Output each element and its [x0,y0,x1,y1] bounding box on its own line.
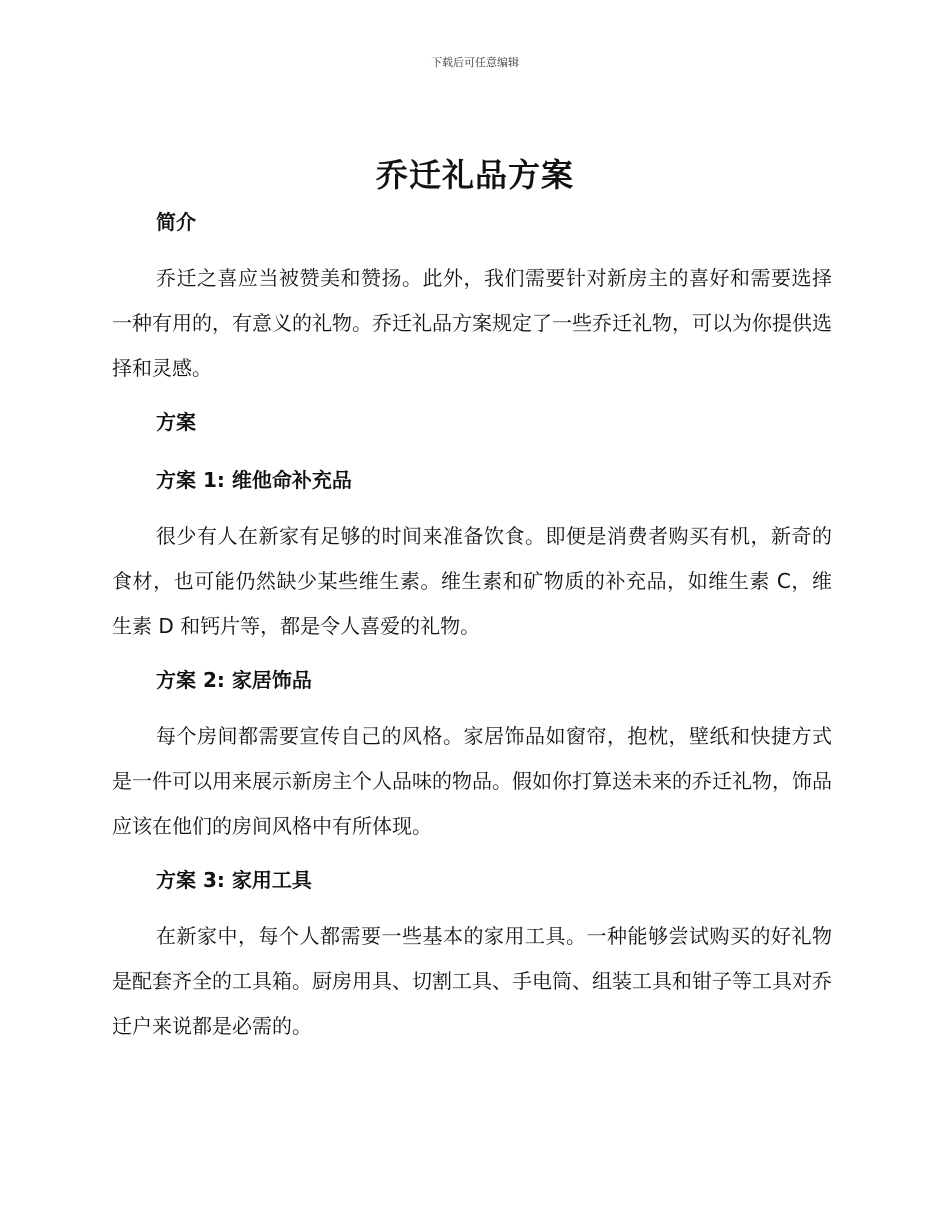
document-title: 乔迁礼品方案 [375,156,574,194]
section-heading-plan-2: 方案 2: 家居饰品 [156,668,312,692]
section-paragraph-plan-3: 在新家中，每个人都需要一些基本的家用工具。一种能够尝试购买的好礼物是配套齐全的工具箱。厨房用具、切割工具、手电筒、组装工具和钳子等工具对乔迁户来说都是必需的。 [112,924,832,1038]
section-paragraph-intro: 乔迁之喜应当被赞美和赞扬。此外，我们需要针对新房主的喜好和需要选择一种有用的，有意义的礼物。乔迁礼品方案规定了一些乔迁礼物，可以为你提供选择和灵感。 [112,266,832,380]
document-body [112,205,832,1049]
section-heading-plan-1: 方案 1: 维他命补充品 [156,468,352,492]
section-heading-intro: 简介 [156,210,196,234]
section-paragraph-plan-1: 很少有人在新家有足够的时间来准备饮食。即便是消费者购买有机，新奇的食材，也可能仍然缺少某些维生素。维生素和矿物质的补充品，如维生素 C，维生素 D 和钙片等，都是令人喜爱的礼物。 [112,524,832,638]
section-paragraph-plan-2: 每个房间都需要宣传自己的风格。家居饰品如窗帘，抱枕，壁纸和快捷方式是一件可以用来展示新房主个人品味的物品。假如你打算送未来的乔迁礼物，饰品应该在他们的房间风格中有所体现。 [112,724,832,838]
header-note: 下载后可任意编辑 [431,56,519,69]
section-heading-plans: 方案 [156,410,196,434]
section-heading-plan-3: 方案 3: 家用工具 [156,868,312,892]
